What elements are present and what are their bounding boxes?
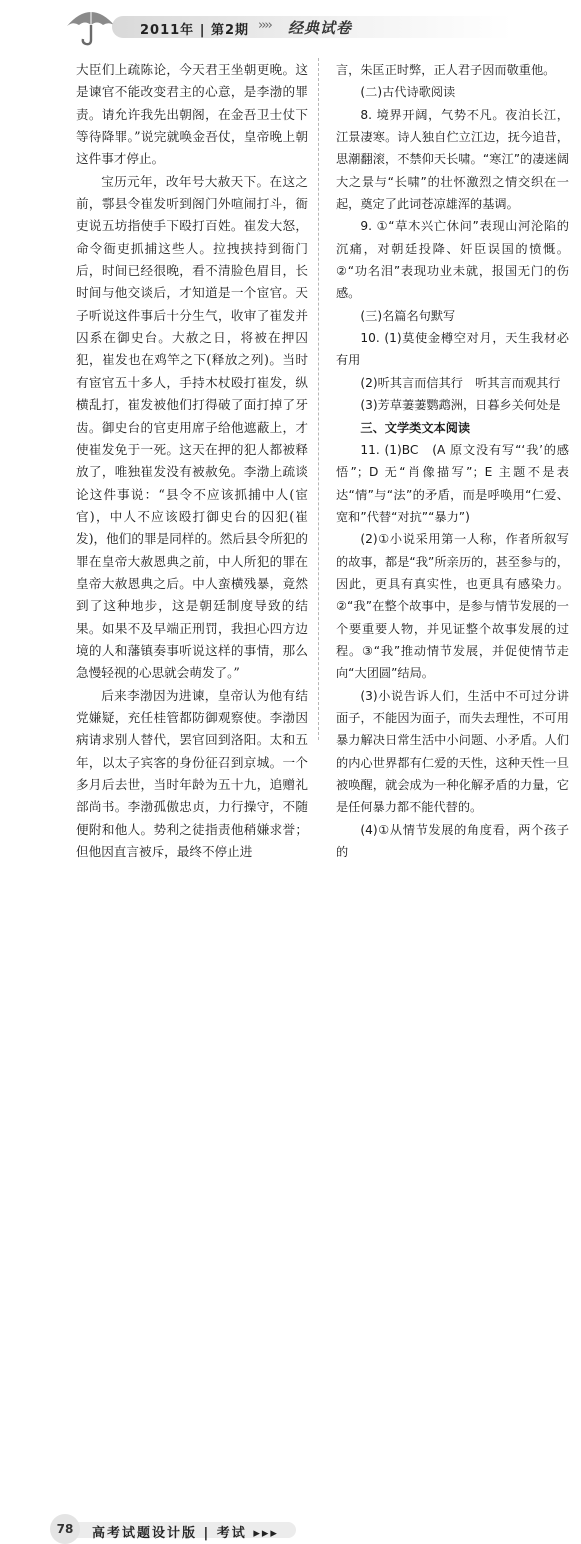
paragraph: 宝历元年，改年号大赦天下。在这之前，鄠县令崔发听到阁门外喧闹打斗，衙吏说五坊指使手下殴打百姓。崔发大怒，命令衙吏抓捕这些人。拉拽挟持到衙门后，时间已经很晚，看不清脸色眉目，长时间与他交谈后，才知道是一个宦官。天子听说这件事后十分生气，收审了崔发并囚系在御史台。大赦之日，将被在押囚犯，崔发也在鸡竿之下(释放之列)。当时有宦官五十多人，手持木杖殴打崔发，纵横乱打，崔发被他们打得破了面打掉了牙齿。御史台的官吏用席子给他遮蔽上，才使崔发免于一死。这天在押的犯人都被释放了，唯独崔发没有被赦免。李渤上疏谈论这件事说：“县令不应该抓捕中人(宦官)，中人不应该殴打御史台的囚犯(崔发)，他们的罪是同样的。然后县令所犯的罪在皇帝大赦恩典之前，中人所犯的罪在皇帝大赦恩典之后。中人蛮横残暴，竟然到了这种地步，这是朝廷制度导致的结果。如果不及早端正刑罚，我担心四方边境的人和藩镇奏事听说这样的事情，那么急慢轻视的心思就会萌发了。” <box>76 173 308 681</box>
answer-item: 8. 境界开阔，气势不凡。夜泊长江，江景凄寒。诗人独自伫立江边，抚今追昔，思潮翻滚，不禁仰天长啸。“寒江”的凄迷阔大之景与“长啸”的壮怀激烈之情交织在一起，奠定了此词苍凉雄浑的基调。 <box>336 107 569 212</box>
answer-item: (2)听其言而信其行 听其言而观其行 <box>360 375 561 390</box>
answer-item: 10. (1)莫使金樽空对月，天生我材必有用 <box>336 331 569 368</box>
answer-item: 9. ①“草木兴亡休问”表现山河沦陷的沉痛，对朝廷投降、奸臣误国的愤慨。②“功名泪”表现功业未就，报国无门的伤感。 <box>336 219 569 301</box>
section-heading: 三、文学类文本阅读 <box>360 420 471 435</box>
section-heading: (二)古代诗歌阅读 <box>360 85 456 100</box>
column-divider <box>318 58 319 740</box>
answer-item: (2)①小说采用第一人称，作者所叙写的故事，都是“我”所亲历的，甚至参与的，因此，更具有真实性，也更具有感染力。②“我”在整个故事中，是参与情节发展的一个要重要人物，并见证整个故事发展的过程。③“我”推动情节发展，并促使情节走向“大团圆”结局。 <box>336 532 569 681</box>
umbrella-icon <box>64 4 118 46</box>
issue-label: 2011年 | 第2期 <box>140 23 250 38</box>
page-number: 78 <box>50 1514 80 1544</box>
left-column <box>76 59 308 863</box>
answer-item: (3)芳草萋萋鹦鹉洲，日暮乡关何处是 <box>360 398 561 413</box>
section-heading: (三)名篇名句默写 <box>360 308 456 323</box>
page-header <box>0 0 581 44</box>
chevrons-icon: ›››› <box>258 18 271 33</box>
answer-item: 11. (1)BC (A 原文没有写“‘我’的感悟”；D 无“肖像描写”；E 主题不是表达“情”与“法”的矛盾，而是呼唤用“仁爱、宽和”代替“对抗”“暴力”) <box>336 442 569 524</box>
brand-title: 经典试卷 <box>288 19 353 37</box>
right-column <box>336 59 569 863</box>
answer-item: (3)小说告诉人们，生活中不可过分讲面子，不能因为面子，而失去理性，不可用暴力解决日常生活中小问题、小矛盾。人们的内心世界都有仁爱的天性，这种天性一旦被唤醒，就会成为一种化解矛盾的力量，它是任何暴力都不能代替的。 <box>336 688 569 815</box>
footer-title: 高考试题设计版 | 考试 ▸▸▸ <box>92 1526 279 1541</box>
answer-item: (4)①从情节发展的角度看，两个孩子的 <box>336 822 569 860</box>
paragraph: 大臣们上疏陈论，今天君王坐朝更晚。这是谏官不能改变君主的心意，是李渤的罪责。请允许我先出朝阁，在金吾卫士仗下等待降罪。”说完就唤金吾仗，皇帝晚上朝这件事才停止。 <box>76 62 308 167</box>
paragraph: 言，朱匡正时弊，正人君子因而敬重他。 <box>336 63 556 77</box>
paragraph: 后来李渤因为进谏，皇帝认为他有结党嫌疑，充任桂管都防御观察使。李渤因病请求别人替代，罢官回到洛阳。太和五年，以太子宾客的身份征召到京城。一个多月后去世，当时年龄为五十九，追赠礼部尚书。李渤孤傲忠贞，力行操守，不随便附和他人。势利之徒指责他稍嫌求誉；但他因直言被斥，最终不停止进 <box>76 687 308 860</box>
